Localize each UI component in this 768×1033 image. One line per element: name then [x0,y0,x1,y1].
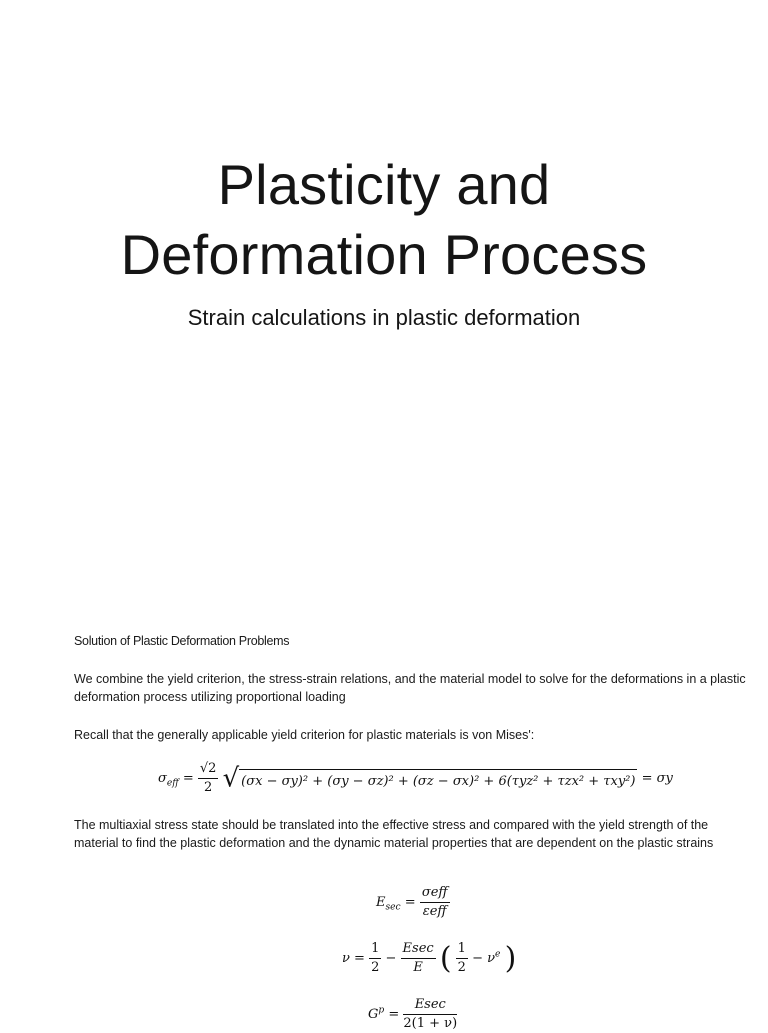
eq-vm-rhs: σy [656,771,673,786]
equation-poisson: ν = $\frac{1}{2}$ − $\frac{Esec}{E}$ ( $\frac{1}{2}$ − $\nu^e$ ) [342,941,517,976]
eq-nu-ratio-num: Esec [401,940,436,959]
paragraph-recall: Recall that the generally applicable yield criterion for plastic materials is von Mises': [74,728,535,742]
eq-nu-inner-num: 1 [456,940,468,959]
eq-esec-lhs-sub: sec [385,902,401,913]
eq-gp-lhs-sup: p [378,1005,385,1016]
slide-subtitle: Strain calculations in plastic deformation [187,305,581,330]
eq-nu-ratio-den: E [413,960,423,975]
eq-nu-half-num: 1 [369,940,381,959]
eq-vm-radicand: (σx − σy)² + (σy − σz)² + (σz − σx)² + 6(τyz² + τzx² + τxy²) [239,769,637,789]
eq-esec-den: εeff [422,904,447,919]
eq-esec-lhs: E [376,895,386,910]
eq-vm-coef-den: 2 [204,780,213,795]
eq-nu-inner-half [456,940,468,977]
eq-nu-inner-den: 2 [457,960,466,975]
eq-nu-lhs: ν [342,951,350,966]
equation-esec: $E_{sec}$ = $\frac{\text{σeff}}{\text{εeff}}$ [376,885,448,919]
equation-von-mises: $\sigma_{eff}$ = $\frac{√2}{2}$ √ (σx − σy)² + (σy − σz)² + (σz − σx)² + 6(τyz² + τzx² + τxy²) = σy [158,761,673,795]
slide-title [0,150,768,290]
eq-vm-lhs-sub: eff [166,778,179,789]
section-heading: Solution of Plastic Deformation Problems [74,634,290,648]
equation-gp: $G^p$ = $\frac{Esec}{2(1 + \nu)}$ [368,997,458,1031]
eq-vm-coefficient [198,760,219,797]
eq-nu-tail: ν [487,951,496,966]
eq-nu-half [369,940,381,977]
sqrt-radical-icon: √ [222,763,240,794]
eq-nu-half-den: 2 [371,960,380,975]
slide-title-line-1: Plasticity and [217,153,551,216]
eq-gp-den: 2(1 + ν) [403,1016,458,1031]
eq-vm-coef-num: √2 [198,760,219,779]
eq-gp-fraction [403,996,457,1033]
slide-title-line-2: Deformation Process [120,223,648,286]
paragraph-combine: We combine the yield criterion, the stress-strain relations, and the material model to solve for the deformations in a plastic deformation process utilizing proportional loading [74,672,746,704]
eq-esec-fraction [420,884,450,921]
eq-gp-num: Esec [403,996,457,1015]
eq-vm-lhs: σ [158,771,167,786]
paragraph-multiaxial: The multiaxial stress state should be translated into the effective stress and compared with the yield strength of the material to find the plastic deformation and the dynamic material properties that are dependent on the plastic strains [74,818,714,850]
eq-gp-lhs: G [368,1007,379,1022]
eq-nu-tail-sup: e [495,949,501,960]
eq-esec-num: σeff [420,884,450,903]
eq-nu-ratio [401,940,436,977]
